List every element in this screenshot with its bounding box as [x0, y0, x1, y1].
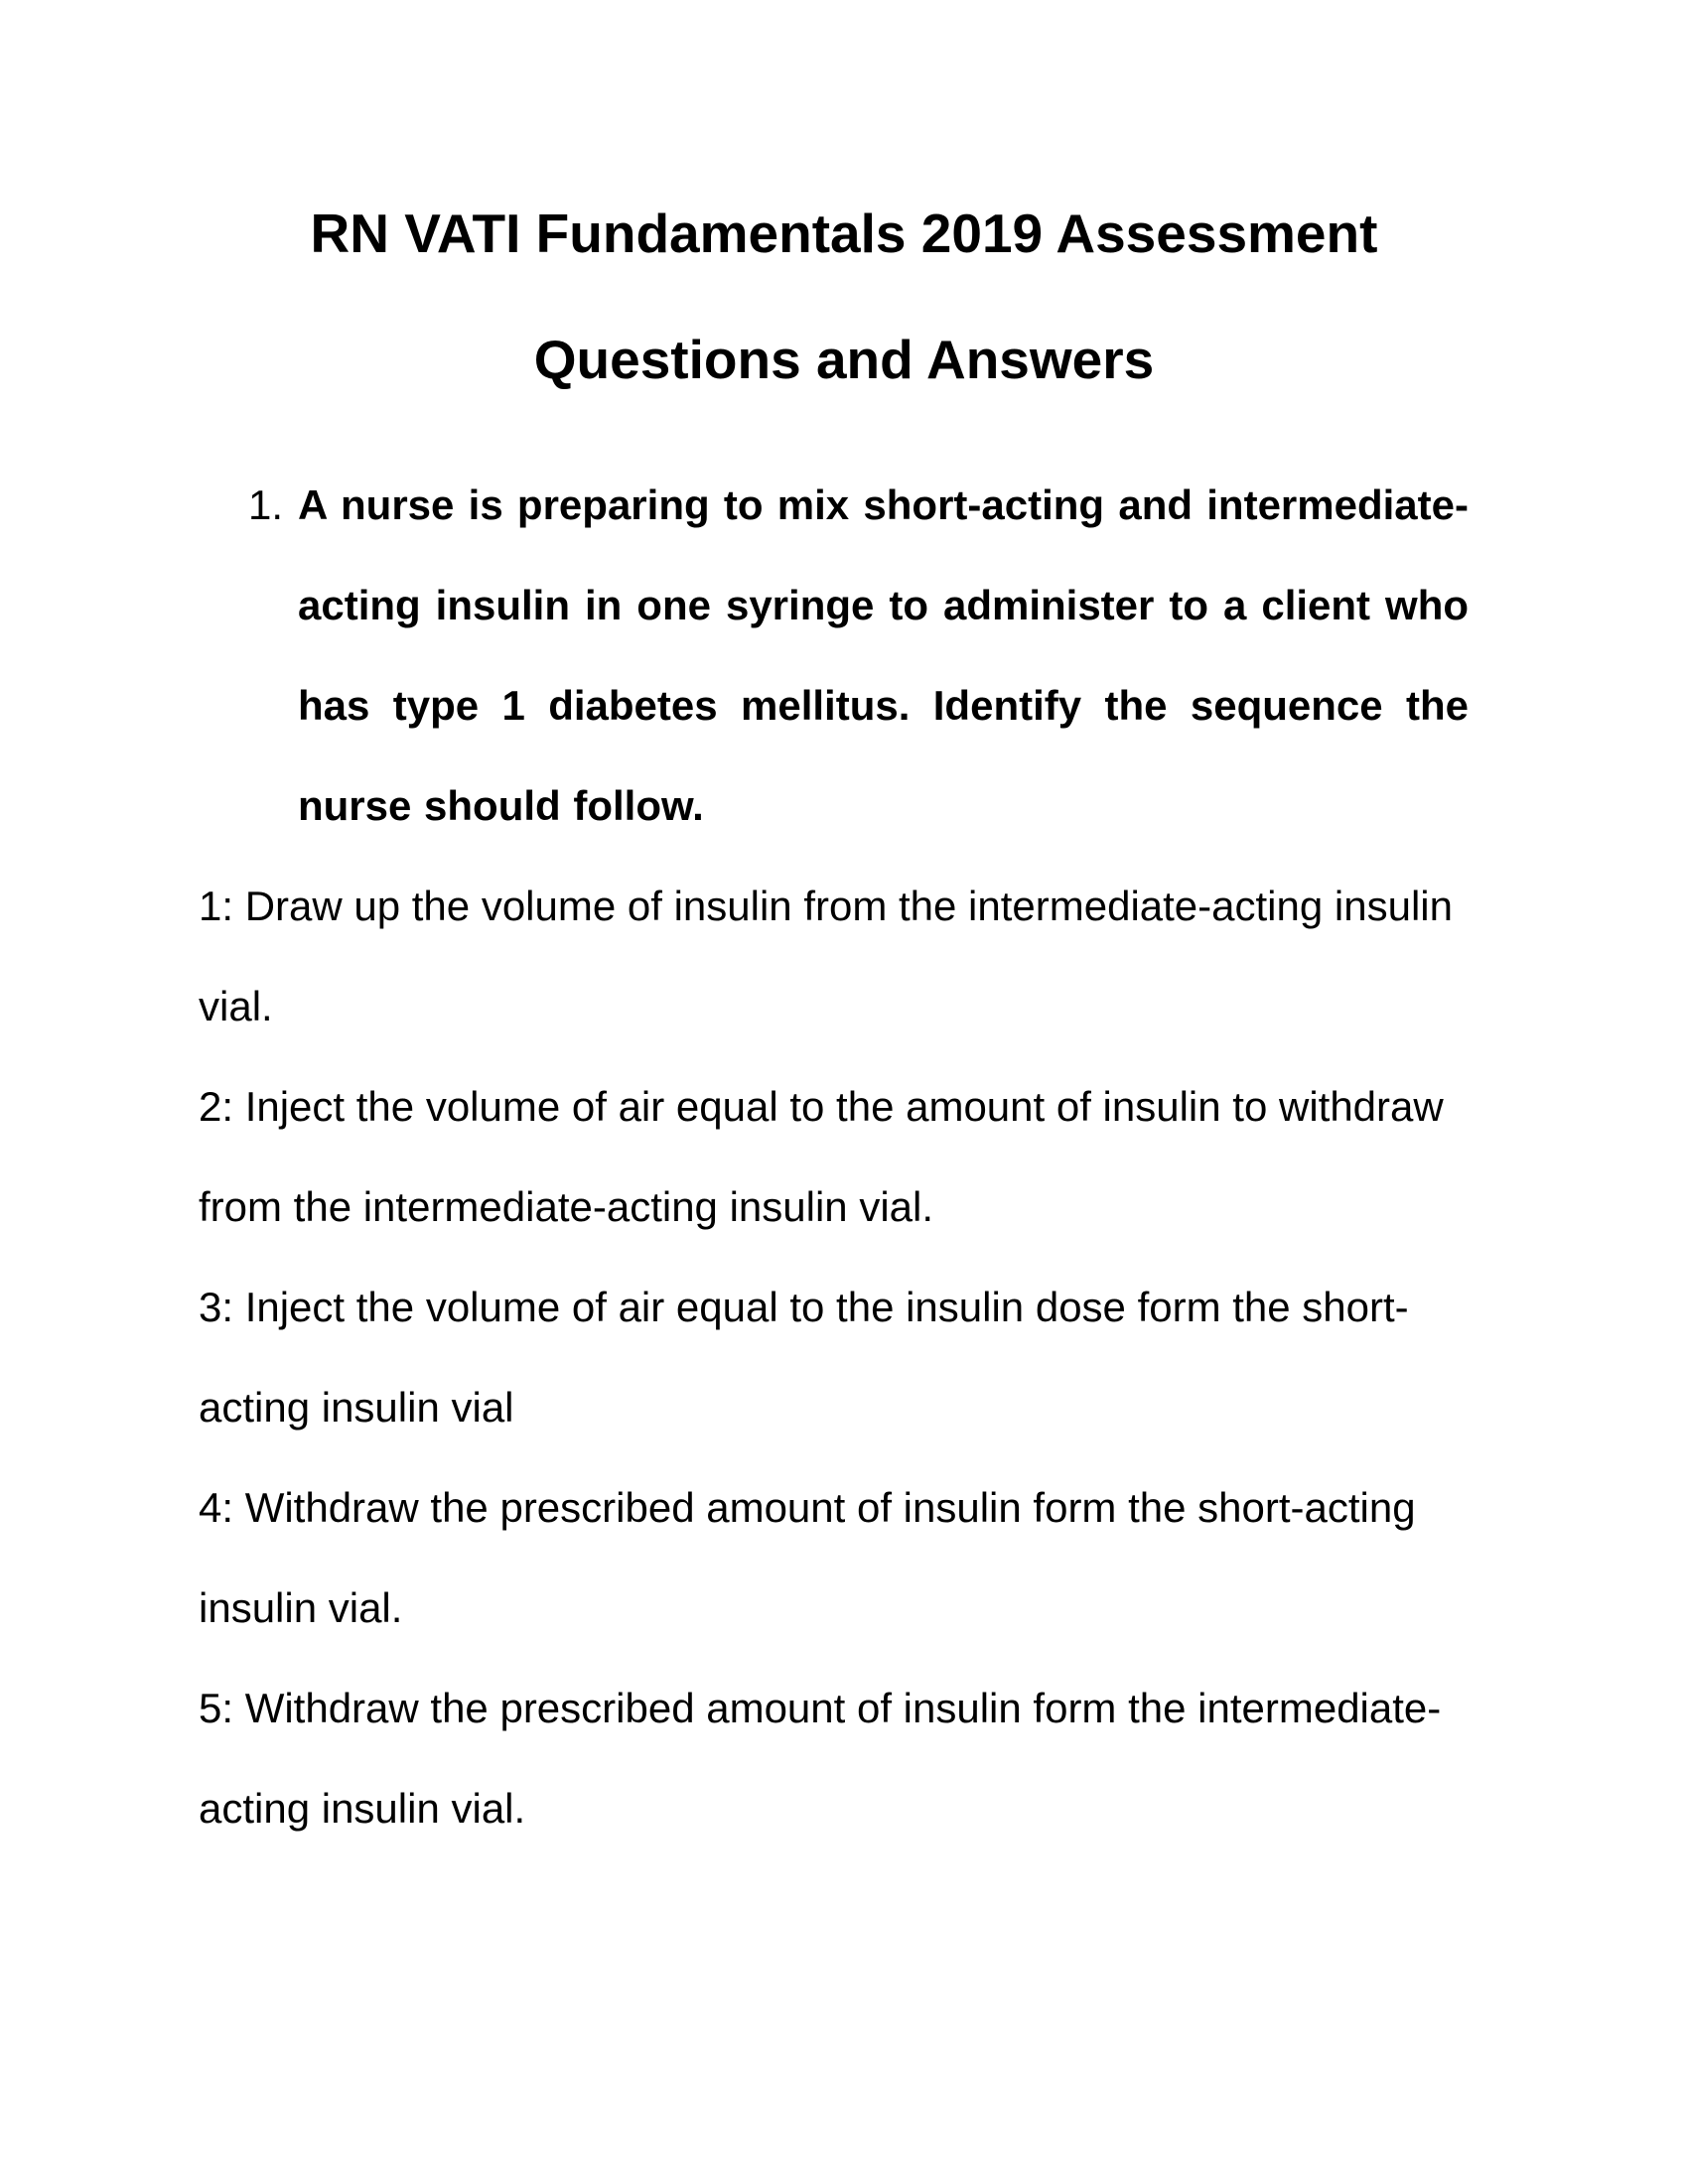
answer-label: 4:	[199, 1484, 234, 1531]
answer-item	[199, 1457, 1489, 1658]
answer-label: 3:	[199, 1284, 234, 1330]
answer-text: Withdraw the prescribed amount of insulin form the intermediate-acting insulin vial.	[199, 1685, 1442, 1832]
answer-text: Withdraw the prescribed amount of insulin form the short-acting insulin vial.	[199, 1484, 1416, 1631]
document-title-line-2: Questions and Answers	[533, 329, 1155, 390]
answer-list	[199, 856, 1489, 1858]
answer-text: Draw up the volume of insulin from the intermediate-acting insulin vial.	[199, 883, 1453, 1029]
answer-item	[199, 1056, 1489, 1257]
answer-label: 1:	[199, 883, 234, 929]
answer-text: Inject the volume of air equal to the insulin dose form the short-acting insulin vial	[199, 1284, 1409, 1431]
question-number: 1.	[248, 481, 284, 528]
answer-item	[199, 1658, 1489, 1858]
question-text: A nurse is preparing to mix short-acting and intermediate-acting insulin in one syringe to administer to a client who has type 1 diabetes mellitus. Identify the sequence the nurse should follow.	[298, 481, 1469, 829]
answer-item	[199, 856, 1489, 1056]
document-title-line-1: RN VATI Fundamentals 2019 Assessment	[310, 203, 1378, 264]
answer-label: 2:	[199, 1083, 234, 1130]
answer-item	[199, 1257, 1489, 1457]
answer-label: 5:	[199, 1685, 234, 1731]
answer-text: Inject the volume of air equal to the amount of insulin to withdraw from the intermediate-acting insulin vial.	[199, 1083, 1444, 1230]
